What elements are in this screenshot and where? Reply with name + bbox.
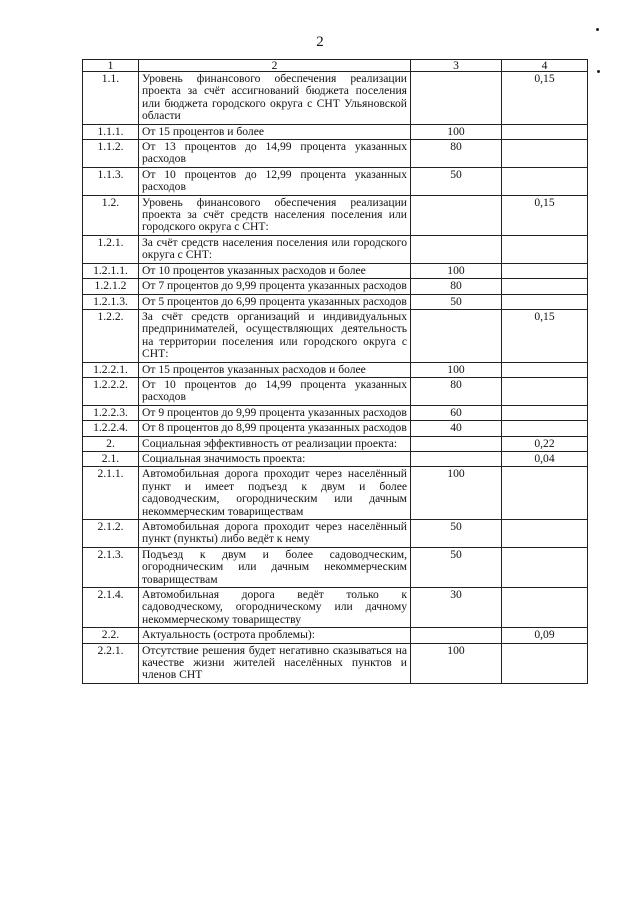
table-row <box>83 405 588 420</box>
row-score-cell: 80 <box>411 140 502 168</box>
column-header: 1 <box>83 60 139 72</box>
table-row <box>83 377 588 405</box>
row-description-cell: Отсутствие решения будет негативно сказываться на качестве жизни жителей населённых пунктов и членов СНТ <box>139 643 411 683</box>
row-description-cell: От 10 процентов до 14,99 процента указанных расходов <box>139 377 411 405</box>
row-description-cell: Автомобильная дорога проходит через населённый пункт и имеет подъезд к двум и более садоводческим, огородническим или дачным некоммерческим товариществам <box>139 467 411 520</box>
row-description-cell: Подъезд к двум и более садоводческим, огородническим или дачным некоммерческим товариществам <box>139 547 411 587</box>
row-weight-cell <box>502 520 588 548</box>
criteria-table <box>82 59 588 684</box>
row-number-cell: 1.2.2. <box>83 309 139 362</box>
row-number-cell: 1.1.2. <box>83 140 139 168</box>
row-number-cell: 2.1.3. <box>83 547 139 587</box>
row-number-cell: 1.2.1. <box>83 235 139 263</box>
row-score-cell: 50 <box>411 520 502 548</box>
row-number-cell: 1.1. <box>83 72 139 125</box>
row-score-cell: 100 <box>411 643 502 683</box>
row-score-cell <box>411 309 502 362</box>
row-score-cell: 30 <box>411 588 502 628</box>
table-row <box>83 124 588 139</box>
row-weight-cell <box>502 467 588 520</box>
table-row <box>83 628 588 643</box>
row-number-cell: 2.2.1. <box>83 643 139 683</box>
table-row <box>83 140 588 168</box>
row-score-cell: 80 <box>411 377 502 405</box>
table-row <box>83 421 588 436</box>
row-description-cell: Автомобильная дорога проходит через населённый пункт (пункты) либо ведёт к нему <box>139 520 411 548</box>
row-score-cell <box>411 72 502 125</box>
row-score-cell: 100 <box>411 124 502 139</box>
row-weight-cell: 0,15 <box>502 72 588 125</box>
table-row <box>83 279 588 294</box>
row-description-cell: Социальная эффективность от реализации проекта: <box>139 436 411 451</box>
row-weight-cell <box>502 167 588 195</box>
row-score-cell: 50 <box>411 547 502 587</box>
row-description-cell: От 9 процентов до 9,99 процента указанных расходов <box>139 405 411 420</box>
row-number-cell: 1.2.1.3. <box>83 294 139 309</box>
table-row <box>83 451 588 466</box>
row-score-cell: 100 <box>411 467 502 520</box>
table-row <box>83 467 588 520</box>
row-weight-cell <box>502 294 588 309</box>
page-number: 2 <box>316 34 324 50</box>
row-description-cell: Уровень финансового обеспечения реализации проекта за счёт средств населения поселения или городского округа с СНТ: <box>139 195 411 235</box>
row-score-cell <box>411 436 502 451</box>
table-row <box>83 362 588 377</box>
row-weight-cell <box>502 405 588 420</box>
row-weight-cell <box>502 377 588 405</box>
table-row <box>83 309 588 362</box>
row-number-cell: 2.2. <box>83 628 139 643</box>
row-weight-cell: 0,15 <box>502 309 588 362</box>
column-header: 2 <box>139 60 411 72</box>
row-number-cell: 1.2.1.2 <box>83 279 139 294</box>
row-weight-cell <box>502 279 588 294</box>
row-number-cell: 1.2.2.4. <box>83 421 139 436</box>
row-number-cell: 1.1.3. <box>83 167 139 195</box>
row-description-cell: От 13 процентов до 14,99 процента указанных расходов <box>139 140 411 168</box>
row-number-cell: 1.2.2.2. <box>83 377 139 405</box>
row-score-cell: 50 <box>411 167 502 195</box>
scan-dot-mark <box>596 28 599 31</box>
table-row <box>83 436 588 451</box>
row-number-cell: 1.2.1.1. <box>83 263 139 278</box>
row-score-cell: 80 <box>411 279 502 294</box>
row-weight-cell <box>502 547 588 587</box>
row-score-cell <box>411 235 502 263</box>
row-description-cell: Автомобильная дорога ведёт только к садоводческому, огородническому или дачному некоммерческому товариществу <box>139 588 411 628</box>
row-weight-cell <box>502 643 588 683</box>
table-row <box>83 195 588 235</box>
table-row <box>83 263 588 278</box>
table-row <box>83 588 588 628</box>
row-weight-cell <box>502 588 588 628</box>
row-score-cell <box>411 628 502 643</box>
table-row <box>83 643 588 683</box>
row-description-cell: От 10 процентов указанных расходов и более <box>139 263 411 278</box>
table-body <box>83 72 588 684</box>
table-row <box>83 167 588 195</box>
row-score-cell: 60 <box>411 405 502 420</box>
row-weight-cell: 0,04 <box>502 451 588 466</box>
scan-dot-mark <box>597 70 600 73</box>
column-header: 4 <box>502 60 588 72</box>
table-row <box>83 235 588 263</box>
row-description-cell: Актуальность (острота проблемы): <box>139 628 411 643</box>
table-header-row <box>83 60 588 72</box>
row-number-cell: 1.2.2.3. <box>83 405 139 420</box>
table-row <box>83 72 588 125</box>
row-weight-cell <box>502 235 588 263</box>
row-description-cell: За счёт средств населения поселения или городского округа с СНТ: <box>139 235 411 263</box>
column-header: 3 <box>411 60 502 72</box>
row-score-cell: 100 <box>411 362 502 377</box>
row-description-cell: От 5 процентов до 6,99 процента указанных расходов <box>139 294 411 309</box>
row-number-cell: 1.1.1. <box>83 124 139 139</box>
row-weight-cell: 0,09 <box>502 628 588 643</box>
table-row <box>83 547 588 587</box>
row-description-cell: Социальная значимость проекта: <box>139 451 411 466</box>
row-score-cell <box>411 451 502 466</box>
row-description-cell: За счёт средств организаций и индивидуальных предпринимателей, осуществляющих деятельность на территории поселения или городского округа с СНТ: <box>139 309 411 362</box>
row-weight-cell <box>502 362 588 377</box>
row-description-cell: От 7 процентов до 9,99 процента указанных расходов <box>139 279 411 294</box>
row-weight-cell: 0,22 <box>502 436 588 451</box>
row-description-cell: От 15 процентов указанных расходов и более <box>139 362 411 377</box>
row-score-cell: 100 <box>411 263 502 278</box>
row-weight-cell <box>502 124 588 139</box>
table-row <box>83 520 588 548</box>
row-number-cell: 2.1. <box>83 451 139 466</box>
row-score-cell: 50 <box>411 294 502 309</box>
row-number-cell: 2. <box>83 436 139 451</box>
row-description-cell: От 8 процентов до 8,99 процента указанных расходов <box>139 421 411 436</box>
table-row <box>83 294 588 309</box>
row-description-cell: От 15 процентов и более <box>139 124 411 139</box>
row-description-cell: Уровень финансового обеспечения реализации проекта за счёт ассигнований бюджета поселения или бюджета городского округа с СНТ Ульяновской области <box>139 72 411 125</box>
row-weight-cell <box>502 421 588 436</box>
row-description-cell: От 10 процентов до 12,99 процента указанных расходов <box>139 167 411 195</box>
row-number-cell: 2.1.2. <box>83 520 139 548</box>
row-score-cell <box>411 195 502 235</box>
row-number-cell: 2.1.1. <box>83 467 139 520</box>
row-weight-cell <box>502 140 588 168</box>
row-weight-cell: 0,15 <box>502 195 588 235</box>
row-score-cell: 40 <box>411 421 502 436</box>
row-number-cell: 2.1.4. <box>83 588 139 628</box>
row-number-cell: 1.2.2.1. <box>83 362 139 377</box>
row-weight-cell <box>502 263 588 278</box>
row-number-cell: 1.2. <box>83 195 139 235</box>
